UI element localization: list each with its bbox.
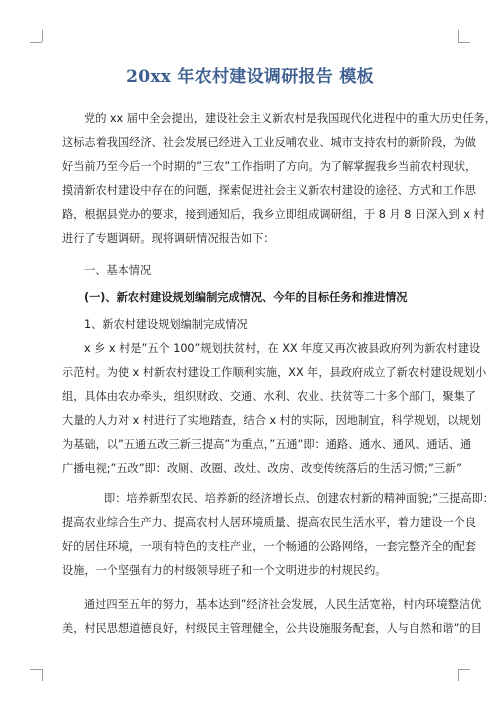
crop-mark-bottom-right [458, 669, 470, 670]
body-line: 组，具体由农办牵头，组织财政、交通、水利、农业、扶贫等二十多个部门，聚集了 [62, 390, 476, 403]
document-title: 20xx 年农村建设调研报告 模板 [126, 67, 374, 87]
section-heading: 一、基本情况 [84, 264, 152, 277]
body-line: 广播电视;”五改”即：改厕、改圈、改灶、改房、改变传统落后的生活习惯;”三新” [62, 462, 462, 475]
body-line: 设施，一个坚强有力的村级领导班子和一个文明进步的村规民约。 [62, 564, 387, 577]
body-line: 路，根据县党办的要求，接到通知后，我乡立即组成调研组，于 8 月 8 日深入到 x 村 [62, 208, 485, 221]
body-line: 示范村。为使 x 村新农村建设工作顺利实施，XX 年，县政府成立了新农村建设规划小 [62, 366, 487, 379]
crop-mark-top-right [458, 42, 470, 43]
subsection-heading: (一)、新农村建设规划编制完成情况、今年的目标任务和推进情况 [84, 291, 408, 304]
item-heading: 1、新农村建设规划编制完成情况 [84, 318, 248, 331]
body-line: 即：培养新型农民、培养新的经济增长点、创建农村新的精神面貌;”三提高即： [104, 492, 494, 505]
crop-mark-bottom-left [42, 669, 43, 681]
body-line: 美，村民思想道德良好，村级民主管理健全，公共设施服务配套，人与自然和谐”的目 [62, 622, 482, 635]
crop-mark-top-left [42, 30, 43, 42]
crop-mark-bottom-right [458, 669, 459, 681]
crop-mark-bottom-left [30, 669, 42, 670]
body-line: 进行了专题调研。现将调研情况报告如下： [62, 232, 275, 245]
body-line: 党的 xx 届中全会提出，建设社会主义新农村是我国现代化进程中的重大历史任务， [84, 112, 496, 125]
body-line: 摸清新农村建设中存在的问题，探索促进社会主义新农村建设的途径、方式和工作思 [62, 184, 476, 197]
body-line: 大量的人力对 x 村进行了实地踏查，结合 x 村的实际，因地制宜，科学规划，以规划 [62, 414, 482, 427]
body-line: 为基础，以”五通五改三新三提高”为重点，”五通”即：通路、通水、通风、通话、通 [62, 438, 472, 451]
crop-mark-top-left [30, 42, 42, 43]
body-line: 提高农业综合生产力、提高农村人居环境质量、提高农民生活水平，着力建设一个良 [62, 516, 476, 529]
body-line: 好的居住环境，一项有特色的支柱产业，一个畅通的公路网络，一套完整齐全的配套 [62, 540, 476, 553]
body-line: 好当前乃至今后一个时期的”三农”工作指明了方向。为了解掌握我乡当前农村现状， [62, 160, 477, 173]
body-line: x 乡 x 村是”五个 100”规划扶贫村，在 XX 年度又再次被县政府列为新农村建设 [84, 342, 481, 355]
crop-mark-top-right [458, 30, 459, 42]
body-line: 这标志着我国经济、社会发展已经进入工业反哺农业、城市支持农村的新阶段，为做 [62, 136, 476, 149]
body-line: 通过四至五年的努力，基本达到”经济社会发展，人民生活宽裕，村内环境整洁优 [84, 598, 482, 611]
